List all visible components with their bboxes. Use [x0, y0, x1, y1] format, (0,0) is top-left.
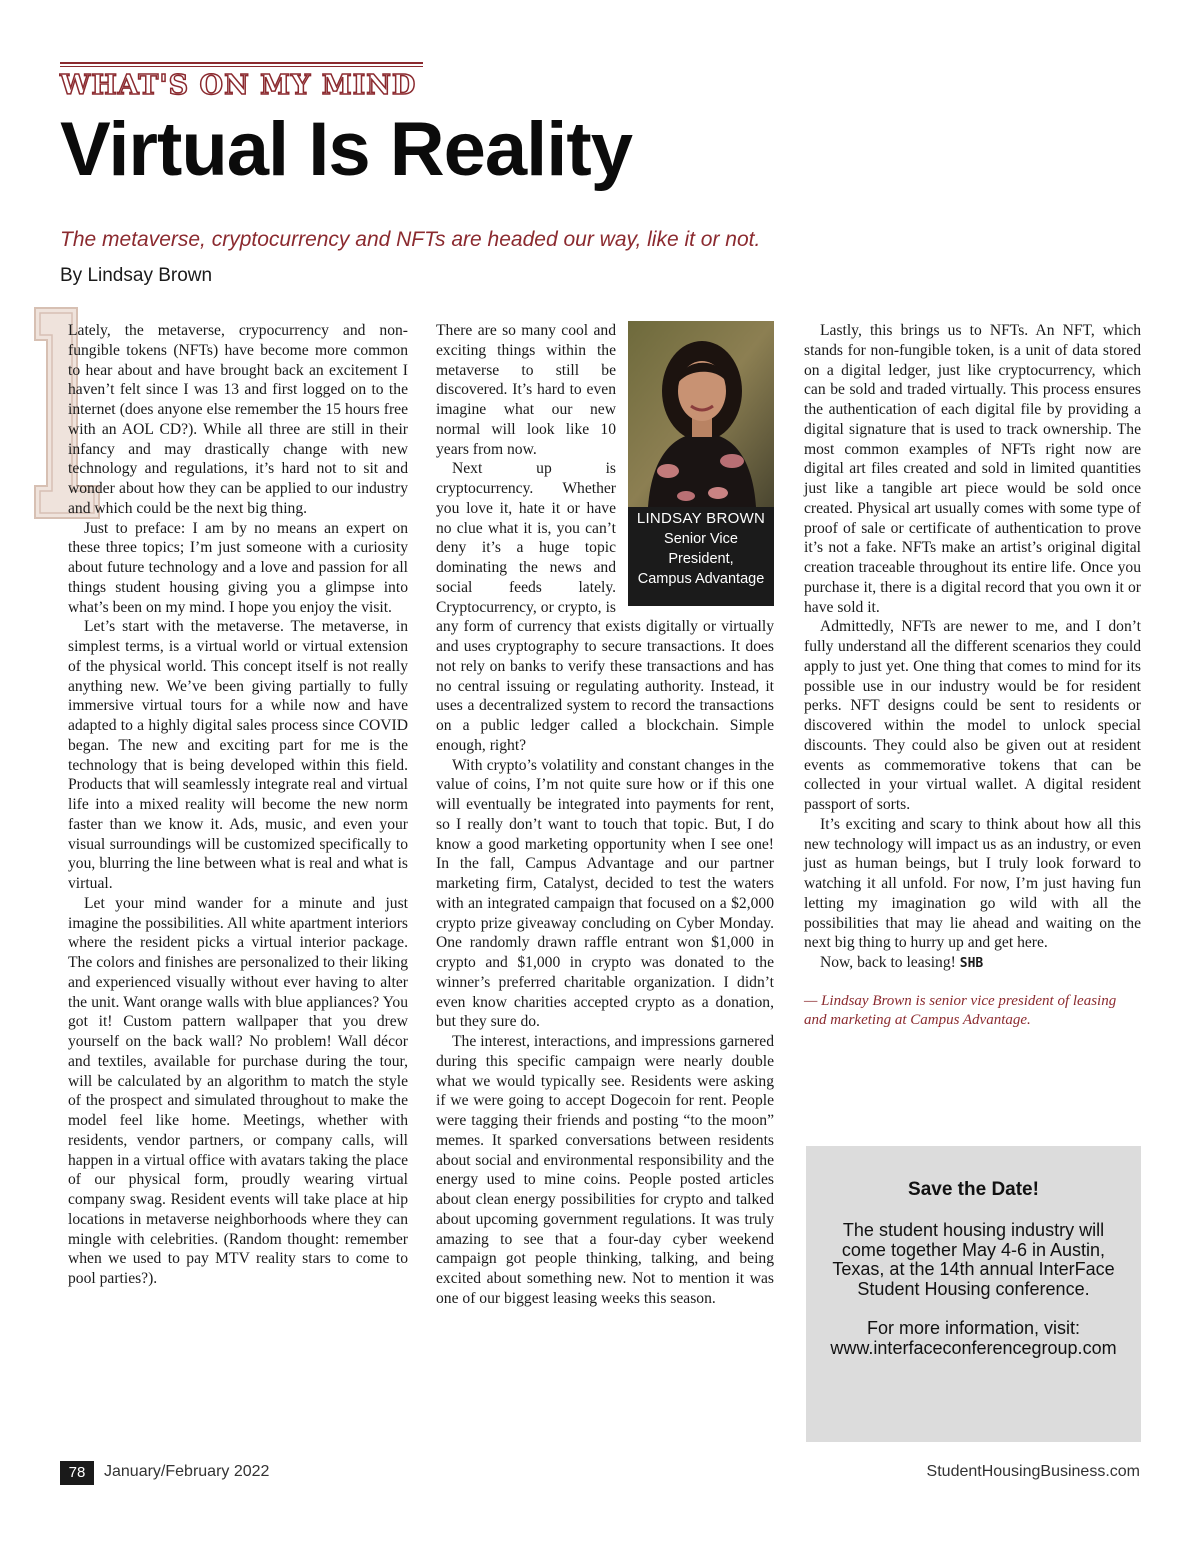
paragraph: Lately, the metaverse, crypocurrency and non-fungible tokens (NFTs) have become more common to hear about and have brought back an excitement I haven’t felt since I was 13 and first logged on to the internet (does anyone else remember the 15 hours free with an AOL CD?). While all three are still in their infancy and may drastically change with new technology and regulations, it’s hard not to sit and wonder about how they can be applied to our industry and which could be the next big thing. [68, 322, 408, 517]
promo-heading: Save the Date! [908, 1179, 1039, 1200]
kicker-rule-thin [60, 66, 423, 67]
article-title: Virtual Is Reality [60, 107, 632, 192]
closing-paragraph [804, 953, 1141, 974]
article-dek: The metaverse, cryptocurrency and NFTs are headed our way, like it or not. [60, 228, 761, 251]
caption-name: LINDSAY BROWN [636, 510, 766, 527]
save-the-date-box [806, 1146, 1141, 1442]
photo-caption [628, 509, 774, 589]
kicker-rule [60, 62, 423, 64]
paragraph: Lastly, this brings us to NFTs. An NFT, which stands for non-fungible token, is a unit of data stored on a digital ledger, just like cryptocurrency, which can be sold and traded virtually. This process ensures the authentication of each digital file by providing a digital signature that is used to track ownership. The most common examples of NFTs right now are digital art files created and sold in limited quantities just like a tangible art piece would be sold once created. Physical art usually comes with some type of proof of sale or certificate of authentication to prove it’s not a fake. NFTs make an artist’s original digital creation traceable throughout its entire life. Once you purchase it, there is a digital record that you own it or have sold it. [804, 322, 1141, 616]
paragraph: With crypto’s volatility and constant changes in the value of coins, I’m not quite sure how or if this one will eventually be integrated into payments for rent, so I really don’t want to touch that topic. But, I do know a good marketing opportunity when I see one! In the fall, Campus Advantage and our partner marketing firm, Catalyst, decided to test the waters with an integrated campaign that focused on a $2,000 crypto prize giveaway concluding on Cyber Monday. One randomly drawn raffle entrant won $1,000 in crypto and $1,000 in crypto was donated to the winner’s preferred charitable organization. I didn’t even know charities accepted crypto as a donation, but they sure do. [436, 756, 774, 1031]
byline: By Lindsay Brown [60, 265, 213, 286]
end-mark-signature: SHB [959, 956, 984, 971]
author-portrait-image [628, 321, 774, 507]
paragraph: There are so many cool and exciting things within the metaverse to still be discovered. It’s hard to even imagine what our new normal will look like 10 years from now. [436, 322, 616, 458]
caption-title: President, [668, 551, 734, 567]
section-kicker: WHAT'S ON MY MIND [60, 70, 417, 101]
issue-date: January/February 2022 [104, 1463, 270, 1480]
author-photo [628, 321, 774, 606]
publication-site[interactable]: StudentHousingBusiness.com [926, 1463, 1140, 1480]
article-column-1 [68, 321, 408, 1289]
paragraph: It’s exciting and scary to think about how all this new technology will impact us as an industry, or even just as human beings, but I truly look forward to watching it all unfold. For now, I’m just having fun letting my imagination go wild with all the possibilities that may lie ahead and waiting on the next big thing to hurry up and get here. [804, 815, 1141, 952]
paragraph: Just to preface: I am by no means an expert on these three topics; I’m just someone with a curiosity about future technology and a love and passion for all things student housing giving you a glimpse into what’s been on my mind. I hope you enjoy the visit. [68, 519, 408, 616]
article-column-3 [804, 321, 1141, 1030]
page-number: 78 [60, 1461, 94, 1485]
author-bio: — Lindsay Brown is senior vice president of leasing and marketing at Campus Advantage. [804, 992, 1117, 1028]
caption-company: Campus Advantage [637, 571, 765, 587]
article-column-2 [436, 321, 774, 1309]
paragraph: The interest, interactions, and impressions garnered during this specific campaign were nearly double what we would typically see. Residents were asking if we were going to accept Dogecoin for rent. People were tagging their friends and posting “to the moon” memes. It sparked conversations between residents about social and environmental responsibility and the energy used to mine coins. People posted articles about clean energy possibilities for crypto and talked about upcoming government regulations. It was truly amazing to see that a four-day cyber weekend campaign got people thinking, talking, and being excited about something new. Not to mention it was one of our biggest leasing weeks this season. [436, 1033, 774, 1307]
paragraph: Let your mind wander for a minute and just imagine the possibilities. All white apartment interiors where the resident picks a virtual interior package. The colors and finishes are personalized to their liking and experienced visually without ever having to alter the unit. Want orange walls with blue appliances? You got it! Custom pattern wallpaper that you drew yourself on the back wall? No problem! Wall décor and textiles, available for purchase during the tour, will be calculated by an algorithm to match the style of the prospect and simulated throughout to make the model feel like home. Meetings, whether with residents, vendor partners, or company calls, will happen in a virtual office with avatars taking the place of our physical form, proudly wearing virtual company swag. Resident events will take place at hip locations in metaverse neighborhoods where they can mingle with celebrities. (Random thought: remember when we used to pay MTV reality stars to come to pool parties?). [68, 894, 408, 1287]
paragraph: Admittedly, NFTs are newer to me, and I don’t fully understand all the different scenarios they could apply to just yet. One thing that comes to mind for its possible use in our industry would be for resident perks. NFT designs could be sent to residents or discovered within the model to unlock special discounts. They could also be given out at resident events as commemorative tokens that can be collected in your virtual wallet. A digital resident passport of sorts. [804, 618, 1141, 813]
caption-title: Senior Vice [664, 531, 738, 547]
promo-link-text[interactable]: For more information, visit: www.interfaceconferencegroup.com [830, 1318, 1117, 1358]
paragraph: Next up is cryptocurrency. Whether you love it, hate it or have no clue what it is, you can’t deny it’s a huge topic dominating the news and social feeds lately. Cryptocurrency, or crypto, is any form of currency that exists digitally or virtually and uses cryptography to secure transactions. It does not rely on banks to verify these transactions and has no central issuing or regulating authority. Instead, it uses a decentralized system to record the transactions on a public ledger called a blockchain. Simple enough, right? [436, 460, 774, 754]
promo-body: The student housing industry will come together May 4-6 in Austin, Texas, at the 14th annual InterFace Student Housing conference. [832, 1220, 1115, 1299]
paragraph: Let’s start with the metaverse. The metaverse, in simplest terms, is a virtual world or virtual extension of the physical world. This concept itself is not really anything new. We’ve been giving partially to fully immersive virtual tours for a while now and have adapted to a highly digital sales process since COVID began. The new and exciting part for me is the technology that is being developed within this field. Products that will seamlessly integrate real and virtual life into a mixed reality will become the new norm faster than we know it. Ads, music, and even your visual surroundings will be customized specifically to you, blurring the line between what is real and what is virtual. [68, 618, 408, 892]
closing-line: Now, back to leasing! [820, 954, 956, 971]
